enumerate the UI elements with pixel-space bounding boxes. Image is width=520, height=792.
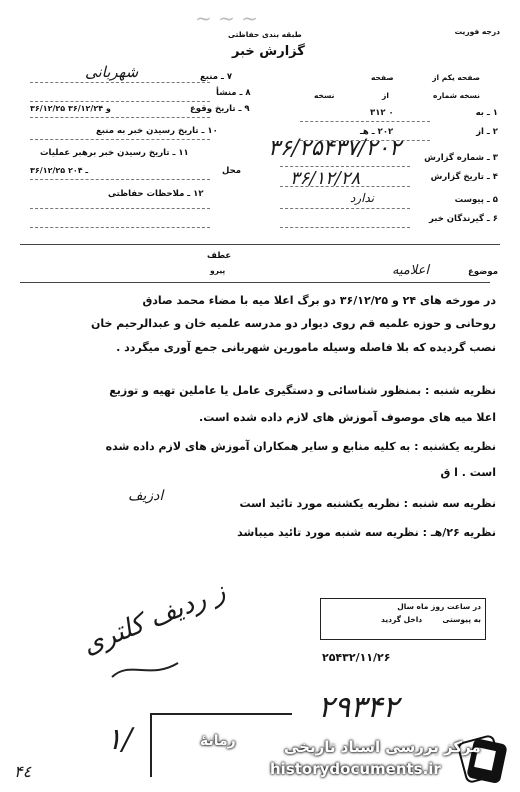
body-line-7: است . ا ق xyxy=(440,466,496,479)
field-place-value: ۳۶/۱۲/۲۵ ـ ۲۰۴ xyxy=(30,166,89,175)
atf-label: عطف xyxy=(207,251,232,261)
faded-scribble: ~ ~ ~ xyxy=(195,6,258,30)
page-label: صفحه یکم از xyxy=(432,73,480,82)
handwritten-number: ۲۹۳۴۲ xyxy=(318,690,399,725)
watermark-partial: رمانهٔ xyxy=(200,733,236,749)
opinion-tuesday-sign: ادزیف xyxy=(128,488,164,504)
field-to-label: ۱ ـ به xyxy=(475,108,498,118)
page-label-2: صفحه xyxy=(371,73,394,82)
peyro-label: پیرو xyxy=(210,266,226,275)
body-line-2: روحانی و حوزه علمیه قم روی دیوار دو مدرسه علمیه خان و عبدالرحیم خان xyxy=(90,317,496,330)
field-security-notes-label: ۱۲ ـ ملاحظات حفاظتی xyxy=(108,189,204,199)
watermark-url: historydocuments.ir xyxy=(270,760,441,778)
field-source-label: ۷ ـ منبع xyxy=(200,72,233,82)
body-line-5: اعلا میه های موصوف آموزش های لازم داده شده است. xyxy=(199,411,496,424)
field-source-arrival-label: ۱۰ ـ تاریخ رسیدن خبر به منبع xyxy=(96,126,218,136)
copy-label-2: از xyxy=(382,91,389,100)
field-from-value: ۲۰۲ ـ هـ xyxy=(360,127,394,137)
field-origin-label: ۸ ـ منشأ xyxy=(216,88,251,98)
field-report-date-label: ۴ ـ تاریخ گزارش xyxy=(430,172,498,182)
stamp-line-3: داخل گردید xyxy=(381,615,423,624)
subject-label: موضوع xyxy=(468,267,498,277)
field-from-label: ۲ ـ از xyxy=(476,127,498,137)
field-source-value: شهربانی xyxy=(85,63,139,81)
field-attachment-value: ندارد xyxy=(350,191,375,205)
field-report-number-label: ۳ ـ شماره گزارش xyxy=(424,153,498,163)
stamp-number: ۲۵۴۳۲/۱۱/۲۶ xyxy=(322,651,391,664)
field-attachment-label: ۵ ـ پیوست xyxy=(454,195,498,205)
subject-value: اعلامیه xyxy=(392,263,429,278)
field-occurrence-date-label: ۹ ـ تاریخ وقوع xyxy=(190,104,250,114)
copy-label-3: نسخه xyxy=(314,91,335,100)
stamp-line-1: در ساعت روز ماه سال xyxy=(397,602,481,611)
classification-label: طبقه بندی حفاظتی xyxy=(228,30,302,39)
handwritten-fraction: ۱/ xyxy=(106,722,133,757)
field-ops-arrival-label: ۱۱ ـ تاریخ رسیدن خبر برهبر عملیات xyxy=(40,148,189,158)
body-line-1: در مورخه های ۲۴ و ۳۶/۱۲/۲۵ دو برگ اعلا میه با مضاء محمد صادق xyxy=(142,294,496,307)
signature-strike-icon xyxy=(110,655,180,685)
body-line-4: نظریه شنبه : بمنظور شناسائی و دستگیری عامل یا عاملین تهیه و توزیع xyxy=(109,384,496,397)
handwritten-signature: ز ردیف کلتری xyxy=(78,576,230,661)
copy-label: نسخه شماره xyxy=(433,91,480,100)
watermark-title: مرکز بررسی اسناد تاریخی xyxy=(284,738,481,756)
field-occurrence-date-value: ۳۶/۱۲/۲۵ و ۳۶/۱۲/۲۴ xyxy=(30,104,111,113)
body-line-6: نظریه یکشنبه : به کلیه منابع و سایر همکاران آموزش های لازم داده شده xyxy=(105,440,496,453)
priority-label: درجه فوریت xyxy=(454,27,500,36)
receipt-stamp xyxy=(320,598,486,640)
field-place-label: محل xyxy=(222,166,241,176)
field-to-value: ۳۱۲ ۰ xyxy=(370,108,394,118)
stamp-line-2: به پیوستی xyxy=(442,615,481,624)
bottom-left-number: ۴٤ xyxy=(14,762,32,781)
field-report-date-value: ۳۶/۱۲/۲۸ xyxy=(290,168,361,189)
report-title: گزارش خبر xyxy=(232,44,305,59)
opinion-26: نظریه ۲۶/هـ : نظریه سه شنبه مورد تائید میباشد xyxy=(237,526,496,539)
field-recipients-label: ۶ ـ گیرندگان خبر xyxy=(428,214,498,224)
body-line-3: نصب گردیده که بلا فاصله وسیله مامورین شهربانی جمع آوری میگردد . xyxy=(116,341,496,354)
field-report-number-value: ۳۶/۲۵۴۳۷/۲۰۲ xyxy=(268,136,401,161)
opinion-tuesday: نظریه سه شنبه : نظریه یکشنبه مورد تائید است xyxy=(239,497,496,510)
